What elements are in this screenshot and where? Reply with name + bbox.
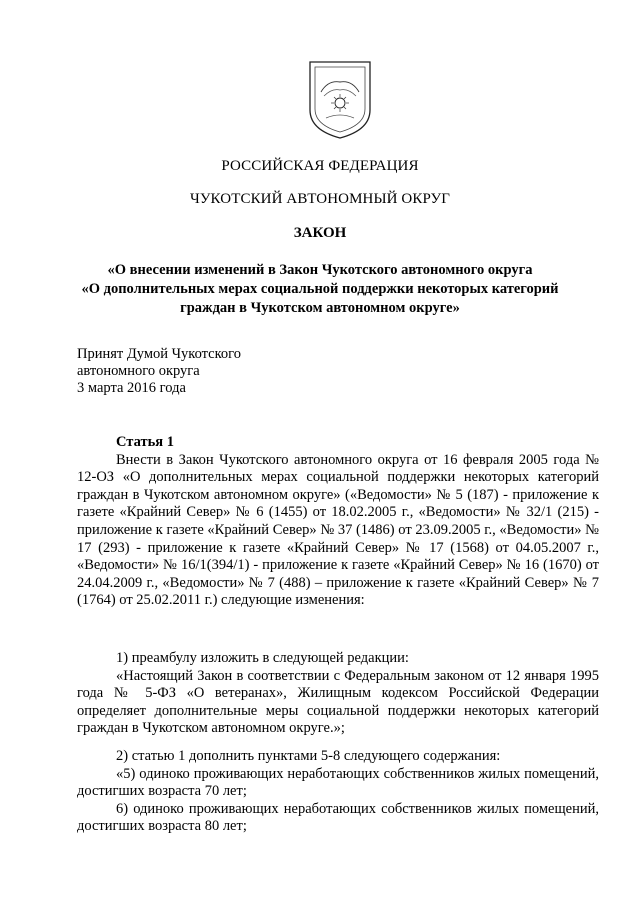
law-title [0,261,640,318]
article-heading: Статья 1 [116,434,174,450]
amendment-2 [77,748,599,836]
law-title-line: граждан в Чукотском автономном округе» [180,300,460,316]
country-heading: РОССИЙСКАЯ ФЕДЕРАЦИЯ [221,158,419,174]
amendment-1 [77,650,599,738]
law-title-line: «О дополнительных мерах социальной поддержки некоторых категорий [81,281,559,297]
doc-type-heading: ЗАКОН [293,225,347,241]
amendment-text-paragraph: «Настоящий Закон в соответствии с Федеральным законом от 12 января 1995 года № 5-ФЗ «О ветеранах», Жилищным кодексом Российской Федерации определяет дополнительные меры социальной поддержки некоторых категорий граждан в Чукотском автономном округе.»; [77,667,599,737]
adoption-date: 3 марта 2016 года [77,380,186,396]
amendment-item: 1) преамбулу изложить в следующей редакции: [116,650,409,666]
article-intro-paragraph: Внести в Закон Чукотского автономного округа от 16 февраля 2005 года № 12-ОЗ «О дополнительных мерах социальной поддержки некоторых категорий граждан в Чукотском автономном округе» («Ведомости» № 5 (187) - приложение к газете «Крайний Север» № 6 (1455) от 18.02.2005 г., «Ведомости» № 32/1 (215) - приложение к газете «Крайний Север» № 37 (1486) от 23.09.2005 г., «Ведомости» № 17 (293) - приложение к газете «Крайний Север» № 17 (1568) от 04.05.2007 г., «Ведомости» № 16/1(394/1) - приложение к газете «Крайний Север» № 16 (1670) от 24.04.2009 г., «Ведомости» № 7 (488) – приложение к газете «Крайний Север» № 7 (1764) от 25.02.2011 г.) следующие изменения: [77,451,599,609]
amendment-point: «5) одиноко проживающих неработающих собственников жилых помещений, достигших возраста 70 лет; [77,765,599,800]
adoption-line: Принят Думой Чукотского [77,346,242,362]
law-title-line: «О внесении изменений в Закон Чукотского автономного округа [107,262,533,278]
amendment-point: 6) одиноко проживающих неработающих собственников жилых помещений, достигших возраста 80 лет; [77,800,599,835]
amendment-item: 2) статью 1 дополнить пунктами 5-8 следующего содержания: [116,748,501,764]
adoption-info [77,346,241,397]
region-heading: ЧУКОТСКИЙ АВТОНОМНЫЙ ОКРУГ [189,191,451,207]
chukotka-coat-of-arms-icon [302,58,378,140]
article-1 [77,434,599,610]
adoption-line: автономного округа [77,363,200,379]
